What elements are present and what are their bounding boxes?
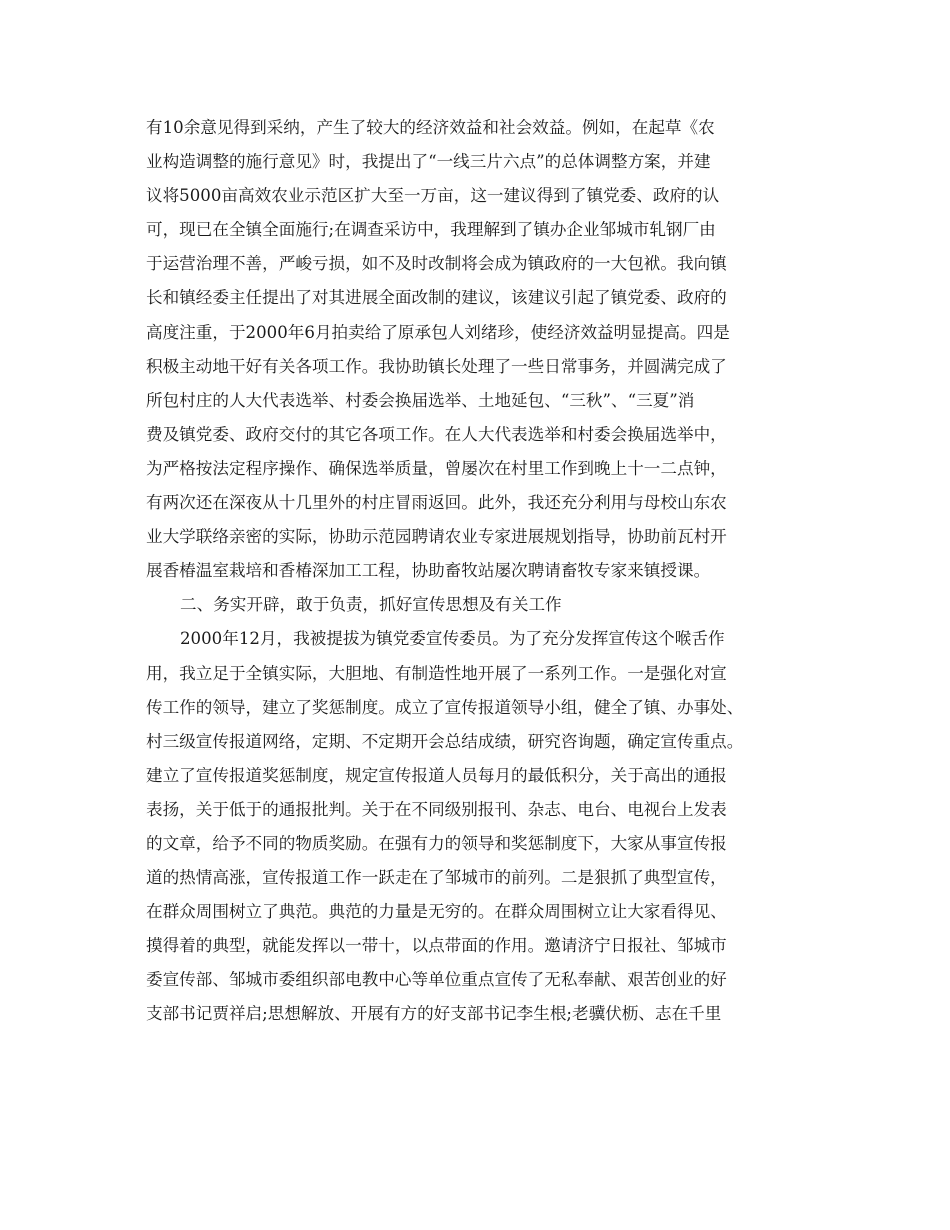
text-line: 建立了宣传报道奖惩制度，规定宣传报道人员每月的最低积分，关于高出的通报 xyxy=(146,765,727,785)
text-line: 积极主动地干好有关各项工作。我协助镇长处理了一些日常事务，并圆满完成了 xyxy=(146,356,727,376)
text-line: 为严格按法定程序操作、确保选举质量，曾屡次在村里工作到晚上十一二点钟， xyxy=(146,458,727,478)
section-heading: 二、务实开辟，敢于负责，抓好宣传思想及有关工作 xyxy=(180,595,562,615)
text-line: 表扬，关于低于的通报批判。关于在不同级别报刊、杂志、电台、电视台上发表 xyxy=(146,799,727,819)
text-line: 业构造调整的施行意见》时，我提出了“一线三片六点”的总体调整方案，并建 xyxy=(146,152,711,172)
text-line: 长和镇经委主任提出了对其进展全面改制的建议，该建议引起了镇党委、政府的 xyxy=(146,288,727,308)
document-body xyxy=(146,111,816,1032)
text-line: 可，现已在全镇全面施行;在调查采访中，我理解到了镇办企业邹城市轧钢厂由 xyxy=(146,220,716,240)
paragraph-first-line: 2000年12月，我被提拔为镇党委宣传委员。为了充分发挥宣传这个喉舌作 xyxy=(180,629,725,649)
text-line: 的文章，给予不同的物质奖励。在强有力的领导和奖惩制度下，大家从事宣传报 xyxy=(146,833,727,853)
text-line: 费及镇党委、政府交付的其它各项工作。在人大代表选举和村委会换届选举中， xyxy=(146,424,727,444)
text-line: 传工作的领导，建立了奖惩制度。成立了宣传报道领导小组，健全了镇、办事处、 xyxy=(146,697,744,717)
text-line: 摸得着的典型，就能发挥以一带十，以点带面的作用。邀请济宁日报社、邹城市 xyxy=(146,936,727,956)
text-line: 用，我立足于全镇实际，大胆地、有制造性地开展了一系列工作。一是强化对宣 xyxy=(146,663,727,683)
text-line: 于运营治理不善，严峻亏损，如不及时改制将会成为镇政府的一大包袱。我向镇 xyxy=(146,254,727,274)
text-line: 委宣传部、邹城市委组织部电教中心等单位重点宣传了无私奉献、艰苦创业的好 xyxy=(146,970,727,990)
text-line: 业大学联络亲密的实际，协助示范园聘请农业专家进展规划指导，协助前瓦村开 xyxy=(146,527,727,547)
text-line: 支部书记贾祥启;思想解放、开展有方的好支部书记李生根;老骥伏枥、志在千里 xyxy=(146,1004,722,1024)
text-line: 在群众周围树立了典范。典范的力量是无穷的。在群众周围树立让大家看得见、 xyxy=(146,902,727,922)
text-line: 所包村庄的人大代表选举、村委会换届选举、土地延包、“三秋”、“三夏”消 xyxy=(146,390,695,410)
text-line: 道的热情高涨，宣传报道工作一跃走在了邹城市的前列。二是狠抓了典型宣传， xyxy=(146,868,727,888)
text-line: 村三级宣传报道网络，定期、不定期开会总结成绩，研究咨询题，确定宣传重点。 xyxy=(146,731,744,751)
text-line: 有10余意见得到采纳，产生了较大的经济效益和社会效益。例如，在起草《农 xyxy=(146,118,715,137)
text-line: 展香椿温室栽培和香椿深加工工程，协助畜牧站屡次聘请畜牧专家来镇授课。 xyxy=(146,561,711,581)
text-line: 高度注重，于2000年6月拍卖给了原承包人刘绪珍，使经济效益明显提高。四是 xyxy=(146,322,730,342)
text-line: 议将5000亩高效农业示范区扩大至一万亩，这一建议得到了镇党委、政府的认 xyxy=(146,186,720,206)
text-line: 有两次还在深夜从十几里外的村庄冒雨返回。此外，我还充分利用与母校山东农 xyxy=(146,493,727,513)
